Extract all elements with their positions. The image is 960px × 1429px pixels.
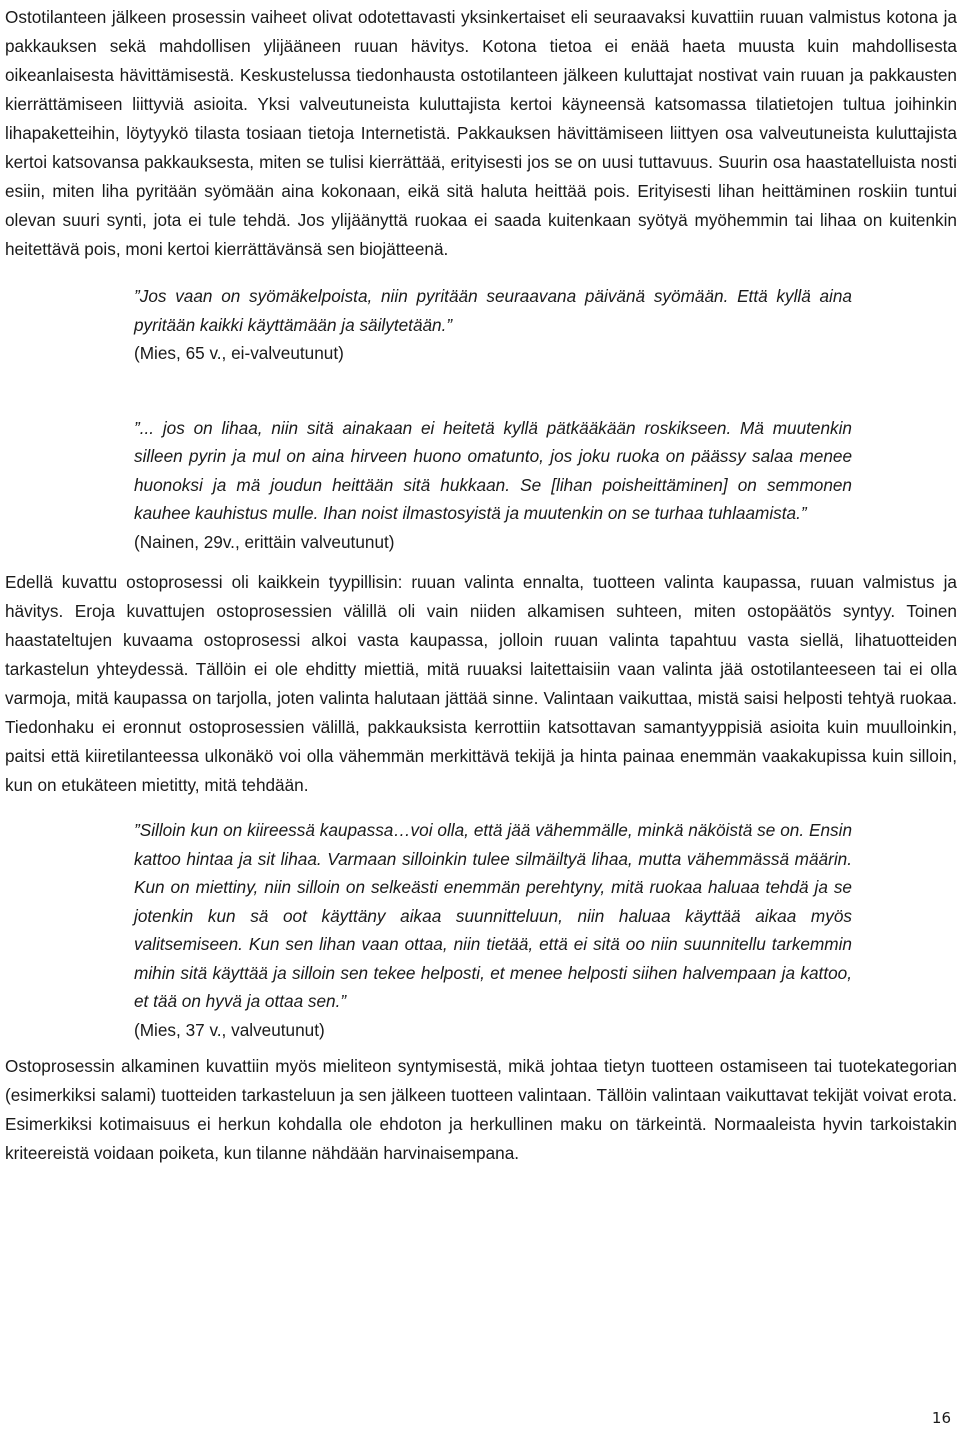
interview-quote-1 [134,282,852,368]
quote-text: ”Silloin kun on kiireessä kaupassa…voi olla, että jää vähemmälle, minkä näköistä se on. Ensin kattoo hintaa ja sit lihaa. Varmaan silloinkin tulee silmäiltyä lihaa, mutta vähemmässä määrin. Kun on miettiny, niin silloin on selkeästi enemmän perehtyny, mitä ruokaa haluaa tehdä ja se jotenkin kun sä oot käyttäny aikaa suunnitteluun, niin haluaa käyttää aikaa myös valitsemiseen. Kun sen lihan vaan ottaa, niin tietää, että ei sitä oo niin suunnitellu tarkemmin mihin sitä käyttää ja silloin sen tekee helposti, et menee helposti siihen halvempaan ja kattoo, et tää on hyvä ja ottaa sen.” [134,820,852,1011]
quote-text: ”... jos on lihaa, niin sitä ainakaan ei heitetä kyllä pätkääkään roskikseen. Mä muutenkin silleen pyrin ja mul on aina hirveen huono omatunto, jos joku ruoka on päässy salaa menee huonoksi ja mä joudun heittään sitä hukkaan. Se [lihan poisheittäminen] on semmonen kauhee kauhistus mulle. Ihan noist ilmastosyistä ja muutenkin on se turhaa tuhlaamista.” [134,417,852,523]
quote-text: ”Jos vaan on syömäkelpoista, niin pyritään seuraavana päivänä syömään. Että kyllä aina pyritään kaikki käyttämään ja säilytetään.” [134,286,852,335]
interview-quote-2 [134,414,852,557]
quote-attribution: (Mies, 37 v., valveutunut) [134,1019,325,1040]
quote-attribution: (Mies, 65 v., ei-valveutunut) [134,343,344,363]
page-number: 16 [931,1409,951,1427]
body-paragraph-3: Ostoprosessin alkaminen kuvattiin myös mieliteon syntymisestä, mikä johtaa tietyn tuotteen ostamiseen tai tuotekategorian (esimerkiksi salami) tuotteiden tarkasteluun ja sen jälkeen tuotteen valintaan. Tällöin valintaan vaikuttavat tekijät voivat erota. Esimerkiksi kotimaisuus ei herkun kohdalla ole ehdoton ja herkullinen maku on tärkeintä. Normaaleista hyvin tarkoistakin kriteereistä voidaan poiketa, kun tilanne nähdään harvinaisempana. [5,1056,957,1163]
interview-quote-3 [134,816,852,1044]
body-paragraph-2: Edellä kuvattu ostoprosessi oli kaikkein tyypillisin: ruuan valinta ennalta, tuotteen valinta kaupassa, ruuan valmistus ja hävitys. Eroja kuvattujen ostoprosessien välillä oli vain niiden alkamisen suhteen, miten ostopäätös syntyy. Toinen haastateltujen kuvaama ostoprosessi alkoi vasta kaupassa, jolloin ruuan valinta tapahtuu vasta siellä, lihatuotteiden tarkastelun yhteydessä. Tällöin ei ole ehditty miettiä, mitä ruuaksi laitettaisiin vaan valinta jää ostotilanteeseen tai ei olla varmoja, mitä kaupassa on tarjolla, joten valinta halutaan jättää sinne. Valintaan vaikuttaa, mistä saisi helposti tehtyä ruokaa. Tiedonhaku ei eronnut ostoprosessien välillä, pakkauksista kerrottiin katsottavan samantyyppisiä asioita kuin muulloinkin, paitsi että kiiretilanteessa ulkonäkö voi olla vähemmän merkittävä tekijä ja hinta painaa enemmän vaakakupissa kuin silloin, kun on etukäteen mietitty, mitä tehdään. [5,572,957,795]
body-paragraph-1: Ostotilanteen jälkeen prosessin vaiheet olivat odotettavasti yksinkertaiset eli seuraavaksi kuvattiin ruuan valmistus kotona ja pakkauksen sekä mahdollisen ylijääneen ruuan hävitys. Kotona tietoa ei enää haeta muusta kuin mahdollisesta oikeanlaisesta hävittämisestä. Keskustelussa tiedonhausta ostotilanteen jälkeen kuluttajat nostivat vain ruuan ja pakkausten kierrättämiseen liittyviä asioita. Yksi valveutuneista kuluttajista kertoi käyneensä katsomassa tilatietojen tultua joihinkin lihapaketteihin, löytyykö tilasta tosiaan tietoja Internetistä. Pakkauksen hävittämiseen liittyen osa valveutuneista kuluttajista kertoi katsovansa pakkauksesta, miten se tulisi kierrättää, erityisesti jos se on uusi tuttavuus. Suurin osa haastatelluista nosti esiin, miten liha pyritään syömään aina kokonaan, eikä sitä haluta heittää pois. Erityisesti lihan heittäminen roskiin tuntui olevan suuri synti, jota ei tule tehdä. Jos ylijäänyttä ruokaa ei saada kuitenkaan syötyä myöhemmin tai lihaa on kuitenkin heitettävä pois, moni kertoi kierrättävänsä sen biojätteenä. [5,7,957,259]
quote-attribution: (Nainen, 29v., erittäin valveutunut) [134,531,395,552]
document-page [5,3,957,1168]
